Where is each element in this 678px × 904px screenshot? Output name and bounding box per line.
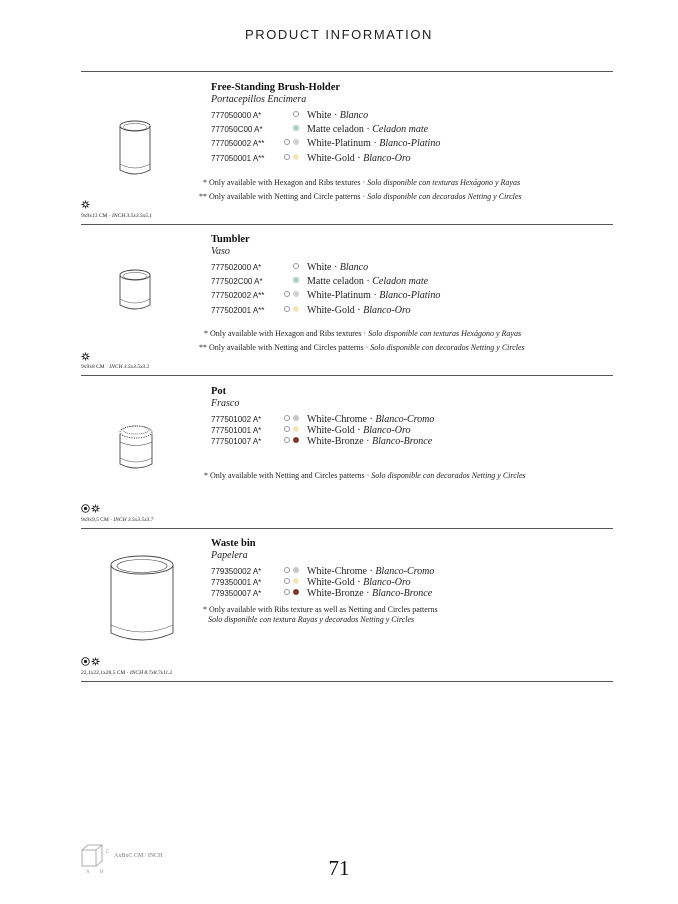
swatch-gold [293, 578, 299, 584]
divider [81, 528, 613, 529]
product-subtitle: Papelera [211, 550, 248, 561]
swatch-white [284, 291, 290, 297]
texture-icons [81, 504, 101, 514]
divider [81, 375, 613, 376]
color-swatches [284, 111, 308, 120]
availability-note: ** Only available with Netting and Circles patterns · Solo disponible con decorados Netting y Circles [199, 343, 525, 352]
color-swatches [284, 437, 308, 446]
product-subtitle: Portacepillos Encimera [211, 94, 307, 105]
availability-note: ** Only available with Netting and Circle patterns · Solo disponible con decorados Netting y Circles [199, 192, 522, 201]
variant-row [211, 305, 611, 318]
product-code: 777050002 A** [211, 139, 265, 149]
swatch-gold [293, 154, 299, 160]
product-subtitle: Vaso [211, 246, 230, 257]
swatch-platinum [293, 291, 299, 297]
product-code: 777502000 A* [211, 263, 262, 272]
target-icon [81, 657, 90, 666]
variant-row [211, 262, 611, 275]
product-code: 777501001 A* [211, 426, 262, 435]
product-code: 777501007 A* [211, 437, 262, 446]
swatch-chrome [293, 567, 299, 573]
pot-image [115, 422, 161, 481]
product-code: 777050001 A** [211, 153, 265, 163]
product-code: 779350001 A* [211, 578, 262, 587]
swatch-chrome [293, 415, 299, 421]
availability-note: Solo disponible con textura Rayas y decorados Netting y Circles [208, 615, 415, 624]
swatch-white [284, 306, 290, 312]
page-number: 71 [328, 856, 350, 880]
finish-name: White-Platinum · Blanco-Platino [307, 290, 441, 302]
product-title: Free-Standing Brush-Holder [211, 82, 341, 93]
swatch-white [284, 154, 290, 160]
brush-holder-image [115, 118, 161, 187]
color-swatches [284, 589, 308, 598]
finish-name: White · Blanco [307, 110, 369, 121]
color-swatches [284, 139, 308, 148]
swatch-white [284, 415, 290, 421]
swatch-bronze [293, 437, 299, 443]
swatch-white [284, 589, 290, 595]
target-icon [81, 504, 90, 513]
color-swatches [284, 306, 308, 315]
variant-row [211, 290, 611, 303]
swatch-white [284, 567, 290, 573]
divider [81, 681, 613, 682]
texture-icons [81, 657, 101, 667]
product-code: 779350002 A* [211, 567, 262, 576]
color-swatches [284, 154, 308, 163]
waste-bin-image [106, 553, 180, 652]
product-code: 777502002 A** [211, 291, 265, 301]
product-code: 777501002 A* [211, 415, 262, 424]
color-swatches [284, 578, 308, 587]
divider [81, 224, 613, 225]
tumbler-image [115, 267, 161, 322]
product-title: Tumbler [211, 234, 250, 245]
swatch-celadon [293, 125, 299, 131]
finish-name: White-Bronze · Blanco-Bronce [307, 436, 433, 447]
finish-name: White · Blanco [307, 262, 369, 273]
availability-note: * Only available with Hexagon and Ribs textures · Solo disponible con texturas Hexágono y Rayas [203, 178, 521, 187]
color-swatches [284, 426, 308, 435]
swatch-white [284, 139, 290, 145]
snowflake-icon [91, 504, 100, 513]
variant-row [211, 588, 611, 601]
color-swatches [284, 125, 308, 134]
page-header: PRODUCT INFORMATION [244, 27, 434, 42]
swatch-gold [293, 426, 299, 432]
legend-a-label: A [86, 870, 90, 874]
product-code: 777502C00 A* [211, 277, 263, 287]
color-swatches [284, 277, 308, 286]
swatch-white [284, 426, 290, 432]
product-code: 777502001 A** [211, 305, 265, 315]
finish-name: Matte celadon · Celadon mate [307, 124, 429, 136]
product-code: 777050000 A* [211, 111, 262, 120]
finish-name: White-Chrome · Blanco-Cromo [307, 414, 435, 425]
product-title: Pot [211, 386, 227, 397]
snowflake-icon [91, 657, 100, 666]
variant-row [211, 276, 611, 289]
swatch-white [284, 437, 290, 443]
texture-icons [81, 200, 91, 210]
product-title: Waste bin [211, 538, 256, 549]
variant-row [211, 138, 611, 151]
color-swatches [284, 567, 308, 576]
finish-name: White-Platinum · Blanco-Platino [307, 138, 441, 150]
dimensions: 22,1x22,1x28,5 CM · INCH 8.7x8.7x11.2 [81, 670, 173, 676]
variant-row [211, 436, 611, 449]
finish-name: White-Gold · Blanco-Oro [307, 152, 411, 164]
product-code: 777050C00 A* [211, 125, 263, 135]
legend-b-label: B [100, 870, 104, 874]
swatch-white [284, 578, 290, 584]
color-swatches [284, 291, 308, 300]
product-subtitle: Frasco [211, 398, 240, 409]
finish-name: White-Gold · Blanco-Oro [307, 577, 411, 588]
variant-row [211, 124, 611, 137]
availability-note: * Only available with Hexagon and Ribs textures · Solo disponible con texturas Hexágono y Rayas [204, 329, 522, 338]
swatch-celadon [293, 277, 299, 283]
product-code: 779350007 A* [211, 589, 262, 598]
availability-note: * Only available with Ribs texture as well as Netting and Circles patterns [203, 605, 438, 614]
finish-name: White-Gold · Blanco-Oro [307, 425, 411, 436]
variant-row [211, 153, 611, 166]
finish-name: Matte celadon · Celadon mate [307, 276, 429, 288]
swatch-gold [293, 306, 299, 312]
color-swatches [284, 415, 308, 424]
finish-name: White-Gold · Blanco-Oro [307, 304, 411, 316]
texture-icons [81, 352, 91, 362]
swatch-white [293, 111, 299, 117]
swatch-bronze [293, 589, 299, 595]
variant-row [211, 110, 611, 123]
dimensions: 9x9x13 CM · INCH 3.5x3.5x5.1 [81, 213, 153, 219]
color-swatches [284, 263, 308, 272]
dimensions: 9x9x8 CM · INCH 3.5x3.5x3.2 [81, 364, 150, 370]
swatch-white [293, 263, 299, 269]
finish-name: White-Bronze · Blanco-Bronce [307, 588, 433, 599]
finish-name: White-Chrome · Blanco-Cromo [307, 566, 435, 577]
divider [81, 71, 613, 72]
dimensions: 9x9x9,5 CM · INCH 3.5x3.5x3.7 [81, 517, 154, 523]
dimension-legend-text: AxBxC CM / INCH [114, 853, 163, 859]
snowflake-icon [81, 200, 90, 209]
swatch-platinum [293, 139, 299, 145]
availability-note: * Only available with Netting and Circles patterns · Solo disponible con decorados Netting y Circles [204, 471, 526, 480]
legend-c-label: C [106, 850, 110, 855]
snowflake-icon [81, 352, 90, 361]
